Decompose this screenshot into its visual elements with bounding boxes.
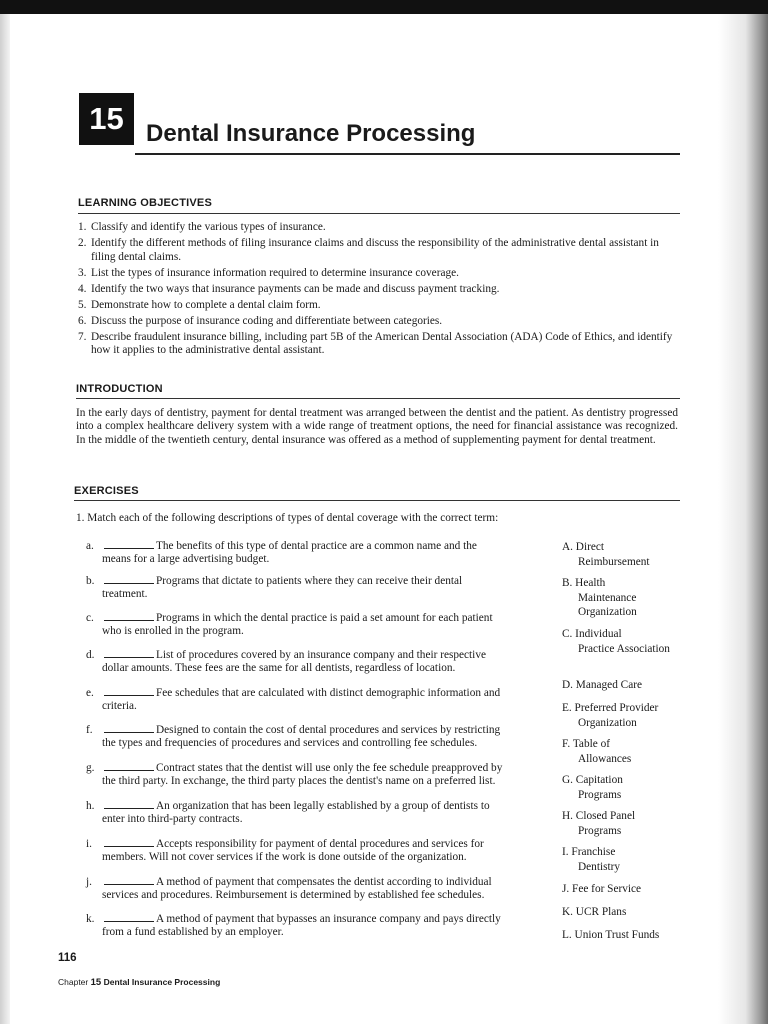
term-i: I. Franchise Dentistry [562, 846, 621, 873]
introduction-heading: INTRODUCTION [76, 383, 163, 395]
page-number: 116 [58, 952, 77, 964]
scan-top-border [0, 0, 768, 14]
term-e: E. Preferred Provider Organization [562, 702, 659, 729]
term-l: L. Union Trust Funds [562, 929, 660, 941]
term-b: B. Health Maintenance Organization [562, 577, 637, 618]
answer-blank[interactable] [104, 760, 154, 771]
exercise-question: 1. Match each of the following descriptions of types of dental coverage with the correct term: [76, 512, 499, 524]
match-item-g: g. Contract states that the dentist will use only the fee schedule preapproved by the third party. In exchange, the third party places the dentist's name on a preferred list. [86, 762, 503, 787]
term-g: G. Capitation Programs [562, 774, 623, 801]
answer-blank[interactable] [104, 647, 154, 658]
match-item-b: b. Programs that dictate to patients where they can receive their dental treatment. [86, 575, 463, 600]
match-item-h: h. An organization that has been legally established by a group of dentists to enter into third-party contracts. [86, 800, 490, 825]
term-h: H. Closed Panel Programs [562, 810, 636, 837]
objective-item: 2. Identify the different methods of filing insurance claims and discuss the responsibility of the administrative dental assistant in filing dental claims. [78, 237, 659, 263]
exercises-rule [74, 500, 680, 501]
answer-blank[interactable] [104, 836, 154, 847]
match-item-f: f. Designed to contain the cost of dental procedures and services by restricting the types and frequencies of procedures and services and controlling fee schedules. [86, 724, 501, 749]
term-c: C. Individual Practice Association [562, 628, 670, 655]
objective-item: 5. Demonstrate how to complete a dental claim form. [78, 298, 321, 311]
match-item-e: e. Fee schedules that are calculated with distinct demographic information and criteria. [86, 687, 501, 712]
answer-blank[interactable] [104, 573, 154, 584]
learning-objectives-list [78, 221, 682, 360]
answer-blank[interactable] [104, 538, 154, 549]
answer-blank[interactable] [104, 685, 154, 696]
introduction-rule [76, 398, 680, 399]
objective-item: 1. Classify and identify the various types of insurance. [78, 221, 326, 233]
match-item-a: a. The benefits of this type of dental practice are a common name and the means for a large advertising budget. [86, 540, 477, 565]
objective-item: 6. Discuss the purpose of insurance coding and differentiate between categories. [78, 314, 443, 327]
term-a: A. Direct Reimbursement [562, 541, 650, 568]
match-item-k: k. A method of payment that bypasses an insurance company and pays directly from a fund established by an employer. [86, 913, 501, 938]
match-item-d: d. List of procedures covered by an insurance company and their respective dollar amounts. These fees are the same for all dentists, regardless of location. [86, 649, 486, 674]
learning-objectives-rule [78, 213, 680, 214]
term-d: D. Managed Care [562, 679, 642, 691]
term-k: K. UCR Plans [562, 906, 627, 918]
answer-blank[interactable] [104, 610, 154, 621]
chapter-number-badge: 15 [79, 93, 134, 145]
introduction-paragraph: In the early days of dentistry, payment for dental treatment was arranged between the dentist and the patient. As dentistry progressed into a complex healthcare delivery system with a wide range of treatment options, the need for financial assistance was recognized. In the middle of the twentieth century, dental insurance was offered as a method of supplementing payment for dental treatment. [76, 407, 678, 446]
match-item-j: j. A method of payment that compensates the dentist according to individual services and procedures. Reimbursement is determined by established fee schedules. [86, 876, 492, 901]
exercises-heading: EXERCISES [74, 485, 139, 497]
running-footer: Chapter 15 Dental Insurance Processing [58, 977, 221, 988]
scan-left-edge [0, 14, 10, 1024]
term-f: F. Table of Allowances [562, 738, 632, 765]
answer-blank[interactable] [104, 874, 154, 885]
match-item-c: c. Programs in which the dental practice is paid a set amount for each patient who is enrolled in the program. [86, 612, 493, 637]
scan-right-edge-shadow [718, 14, 768, 1024]
objective-item: 7. Describe fraudulent insurance billing, including part 5B of the American Dental Association (ADA) Code of Ethics, and identify how it applies to the administrative dental assistant. [78, 330, 673, 356]
match-item-i: i. Accepts responsibility for payment of dental procedures and services for members. Will not cover services if the work is done outside of the organization. [86, 838, 484, 863]
answer-blank[interactable] [104, 722, 154, 733]
objective-item: 4. Identify the two ways that insurance payments can be made and discuss payment tracking. [78, 282, 500, 295]
answer-blank[interactable] [104, 911, 154, 922]
answer-blank[interactable] [104, 798, 154, 809]
title-underline [135, 153, 680, 155]
learning-objectives-heading: LEARNING OBJECTIVES [78, 197, 212, 209]
chapter-title: Dental Insurance Processing [146, 120, 476, 147]
objective-item: 3. List the types of insurance information required to determine insurance coverage. [78, 266, 459, 279]
term-j: J. Fee for Service [562, 883, 642, 895]
